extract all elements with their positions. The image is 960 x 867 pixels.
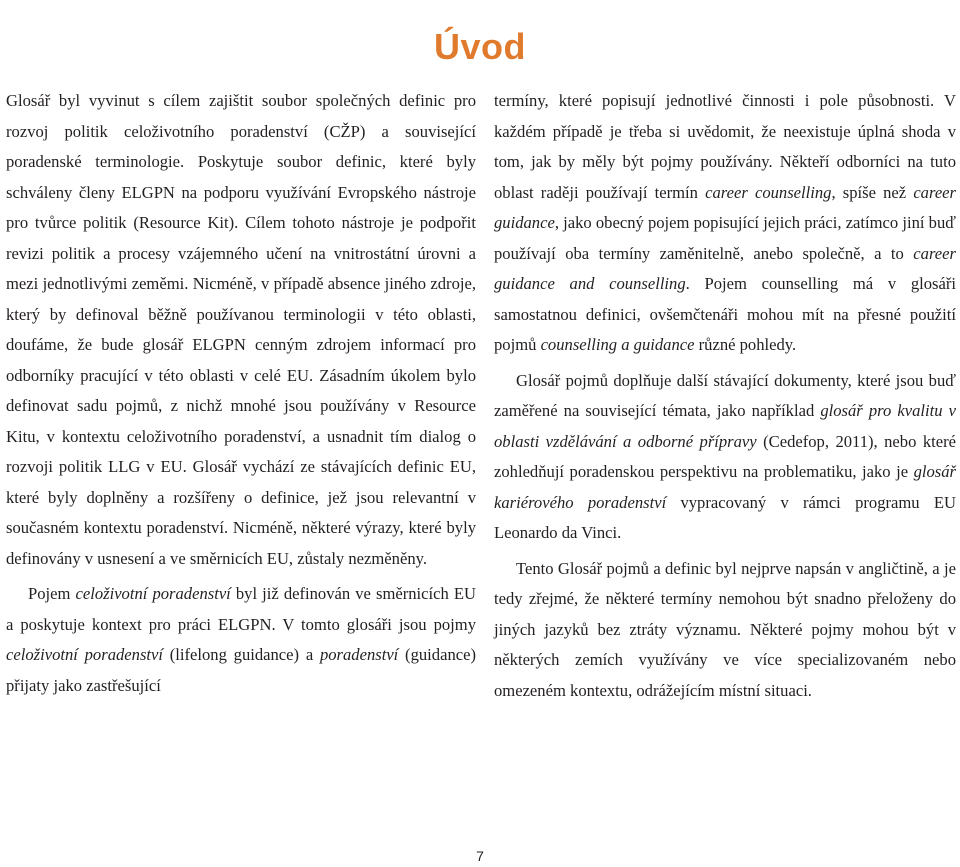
text-run: termíny, které popisují jednotlivé činnosti i pole působnosti. V každém případě je třeba si uvědomit, že neexistuje úplná shoda v tom, jak by měly být pojmy používány. Někteří odborníci na tuto oblast raději používají termín (494, 91, 956, 202)
italic-term: poradenství (319, 645, 399, 664)
italic-term: glosář kariérového poradenství (494, 462, 956, 512)
text-run: . Pojem counselling má v glosáři samostatnou definici, ovšemčtenáři mohou mít na přesné použití pojmů (494, 274, 956, 354)
paragraph-lifelong-guidance (6, 579, 476, 701)
text-run: vypracovaný v rámci programu EU Leonardo da Vinci. (494, 492, 956, 542)
paragraph-translation: Tento Glosář pojmů a definic byl nejprve napsán v angličtině, a je tedy zřejmé, že některé termíny nemohou být snadno přeloženy do jiných jazyků bez ztráty významu. Některé pojmy mohou být v některých zemích využívány ve více specializovaném nebo omezeném kontextu, odrážejícím místní situaci. (494, 558, 956, 700)
italic-term: career guidance (494, 182, 957, 232)
italic-term: celoživotní poradenství (6, 645, 163, 664)
paragraph-related-documents (494, 366, 956, 549)
text-run: Pojem (28, 584, 76, 603)
italic-term: career counselling (705, 182, 832, 202)
text-run: Glosář pojmů doplňuje další stávající dokumenty, které jsou buď zaměřené na související témata, jako například (494, 370, 956, 420)
text-run: (Cedefop, 2011), nebo které zohledňují poradenskou perspektivu na problematiku, jako je (494, 431, 956, 481)
italic-term: celoživotní poradenství (75, 584, 231, 603)
text-run: byl již definován ve směrnicích EU a poskytuje kontext pro práci ELGPN. V tomto glosáři jsou pojmy (6, 584, 476, 634)
italic-term: career guidance and counselling (494, 243, 956, 293)
paragraph-intro: Glosář byl vyvinut s cílem zajištit soubor společných definic pro rozvoj politik celoživotního poradenství (CŽP) a související poradenské terminologie. Poskytuje soubor definic, které byly schváleny členy ELGPN na podporu využívání Evropského nástroje pro tvůrce politik (Resource Kit). Cílem tohoto nástroje je podpořit revizi politik a procesy vzájemného učení na vnitrostátní úrovni a mezi jednotlivými zeměmi. Nicméně, v případě absence jiného zdroje, který by definoval běžně používanou terminologii v této oblasti, doufáme, že bude glosář ELGPN cenným zdrojem informací pro odborníky pracující v této oblasti v celé EU. Zásadním úkolem bylo definovat sadu pojmů, z nichž mnohé jsou používány v Resource Kitu, v kontextu celoživotního poradenství, a usnadnit tím dialog o rozvoji politik LLG v EU. Glosář vychází ze stávajících definic EU, které byly doplněny a rozšířeny o definice, jež jsou relevantní v současném kontextu poradenství. Nicméně, některé výrazy, které byly definovány v usnesení a ve směrnicích EU, zůstaly nezměněny. (6, 91, 476, 568)
page-title: Úvod (434, 26, 526, 68)
page-number: 7 (476, 848, 484, 864)
paragraph-terms (494, 86, 956, 361)
text-run: (guidance) přijaty jako zastřešující (6, 645, 476, 695)
text-run: (lifelong guidance) a (163, 645, 320, 664)
italic-term: counselling a guidance (540, 335, 695, 354)
text-run: různé pohledy. (694, 335, 797, 354)
left-column (6, 86, 476, 701)
right-column (494, 86, 956, 706)
italic-term: glosář pro kvalitu v oblasti vzdělávání a odborné přípravy (494, 401, 956, 451)
text-run: , jako obecný pojem popisující jejich práci, zatímco jiní buď používají oba termíny zaměnitelně, anebo společně, a to (494, 213, 956, 263)
text-run: , spíše než (831, 182, 914, 202)
